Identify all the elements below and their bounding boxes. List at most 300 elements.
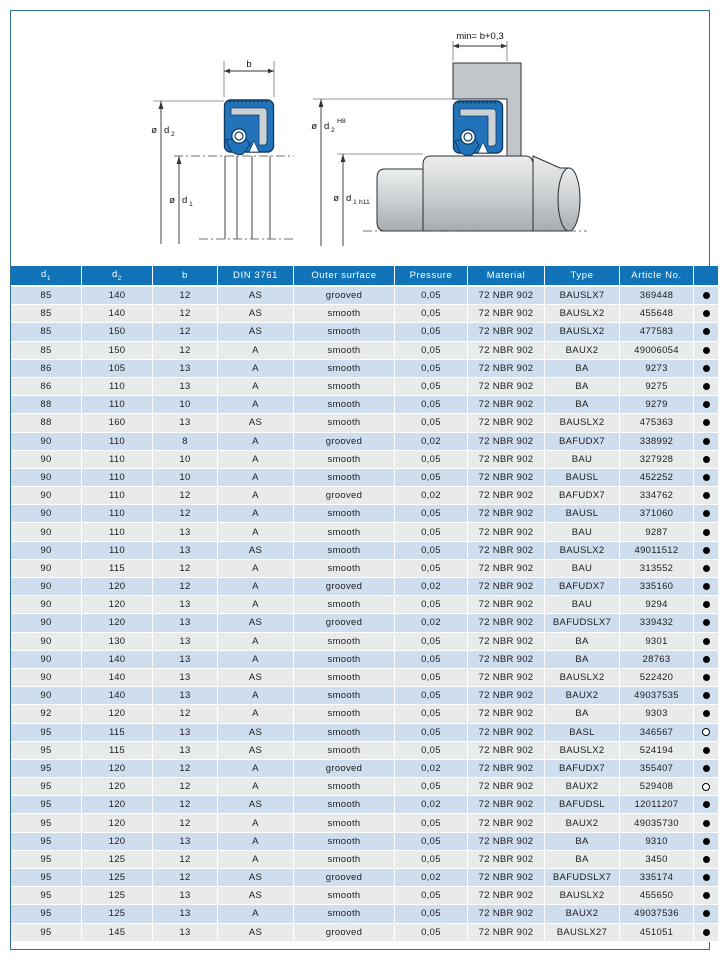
table-row <box>11 578 718 596</box>
cell-b: 13 <box>153 668 218 686</box>
column-header-d1: $d_1$ <box>11 266 82 286</box>
availability-filled-dot <box>703 292 710 299</box>
cell-type: BAUX2 <box>545 687 620 705</box>
cell-b: 13 <box>153 687 218 705</box>
cell-type: BAU <box>545 450 620 468</box>
cell-din-3761: AS <box>218 305 294 323</box>
radial-seal-profile <box>225 100 274 155</box>
cell-din-3761: AS <box>218 614 294 632</box>
column-header-pressure: Pressure <box>395 266 468 286</box>
cell-d2: 125 <box>82 887 153 905</box>
cell-material: 72 NBR 902 <box>468 541 545 559</box>
cell-outer-surface: smooth <box>294 468 395 486</box>
table-row <box>11 723 718 741</box>
cell-outer-surface: smooth <box>294 559 395 577</box>
cell-outer-surface: grooved <box>294 759 395 777</box>
cell-availability <box>694 869 719 887</box>
cell-d2: 110 <box>82 396 153 414</box>
cell-type: BAUSLX2 <box>545 323 620 341</box>
cell-availability <box>694 396 719 414</box>
cell-material: 72 NBR 902 <box>468 286 545 305</box>
table-row <box>11 377 718 395</box>
cell-article-no: 334762 <box>620 487 694 505</box>
availability-filled-dot <box>703 820 710 827</box>
table-row <box>11 541 718 559</box>
cell-availability <box>694 487 719 505</box>
cell-type: BAFUDSL <box>545 796 620 814</box>
dim-label-d1h11-prefix: ø <box>333 193 339 204</box>
cell-availability <box>694 741 719 759</box>
cell-pressure: 0,02 <box>395 432 468 450</box>
cell-din-3761: A <box>218 450 294 468</box>
column-header-outer-surface: Outer surface <box>294 266 395 286</box>
cell-availability <box>694 705 719 723</box>
availability-filled-dot <box>703 328 710 335</box>
dim-label-d2-prefix: ø <box>151 125 157 136</box>
table-row <box>11 887 718 905</box>
table-row <box>11 741 718 759</box>
cell-type: BAUSL <box>545 468 620 486</box>
cell-type: BA <box>545 650 620 668</box>
cell-article-no: 335160 <box>620 578 694 596</box>
cell-d1: 88 <box>11 414 82 432</box>
cell-din-3761: AS <box>218 723 294 741</box>
cell-article-no: 529408 <box>620 778 694 796</box>
cell-din-3761: A <box>218 632 294 650</box>
cell-type: BA <box>545 359 620 377</box>
dim-label-d2h8-tolerance: H8 <box>337 118 346 125</box>
cell-d1: 95 <box>11 869 82 887</box>
table-row <box>11 832 718 850</box>
table-row <box>11 814 718 832</box>
cell-outer-surface: smooth <box>294 377 395 395</box>
cell-d2: 120 <box>82 705 153 723</box>
cell-d1: 86 <box>11 359 82 377</box>
cell-b: 12 <box>153 578 218 596</box>
cell-b: 13 <box>153 650 218 668</box>
cell-pressure: 0,02 <box>395 578 468 596</box>
mounted-seal-profile <box>454 101 503 156</box>
cell-material: 72 NBR 902 <box>468 778 545 796</box>
cell-d1: 90 <box>11 487 82 505</box>
cell-article-no: 9294 <box>620 596 694 614</box>
cell-b: 13 <box>153 596 218 614</box>
cell-outer-surface: smooth <box>294 305 395 323</box>
cell-article-no: 9301 <box>620 632 694 650</box>
cell-d2: 110 <box>82 523 153 541</box>
dim-label-d1h11-sub: 1 <box>353 199 357 206</box>
dim-label-d2h8: d <box>324 121 330 132</box>
cell-outer-surface: smooth <box>294 450 395 468</box>
cell-article-no: 313552 <box>620 559 694 577</box>
availability-filled-dot <box>703 529 710 536</box>
cell-d2: 140 <box>82 687 153 705</box>
cell-b: 12 <box>153 505 218 523</box>
cell-din-3761: A <box>218 850 294 868</box>
cell-material: 72 NBR 902 <box>468 668 545 686</box>
availability-filled-dot <box>703 310 710 317</box>
availability-filled-dot <box>703 710 710 717</box>
cell-d1: 95 <box>11 887 82 905</box>
cell-type: BAUSLX7 <box>545 286 620 305</box>
cell-d1: 90 <box>11 432 82 450</box>
availability-open-dot <box>702 728 710 736</box>
cell-availability <box>694 305 719 323</box>
cell-article-no: 3450 <box>620 850 694 868</box>
cell-d2: 130 <box>82 632 153 650</box>
cell-type: BASL <box>545 723 620 741</box>
cell-availability <box>694 814 719 832</box>
cell-b: 13 <box>153 359 218 377</box>
cell-type: BAFUDX7 <box>545 759 620 777</box>
cell-pressure: 0,05 <box>395 377 468 395</box>
cell-pressure: 0,05 <box>395 468 468 486</box>
cell-type: BAUSLX2 <box>545 668 620 686</box>
table-row <box>11 850 718 868</box>
cell-pressure: 0,05 <box>395 323 468 341</box>
cell-d1: 90 <box>11 450 82 468</box>
cell-d1: 90 <box>11 505 82 523</box>
availability-filled-dot <box>703 365 710 372</box>
cell-d1: 95 <box>11 814 82 832</box>
cell-article-no: 475363 <box>620 414 694 432</box>
cell-d1: 90 <box>11 687 82 705</box>
cell-d1: 90 <box>11 596 82 614</box>
dim-label-d1-prefix: ø <box>169 195 175 206</box>
cell-pressure: 0,05 <box>395 450 468 468</box>
cell-pressure: 0,05 <box>395 668 468 686</box>
cell-b: 13 <box>153 741 218 759</box>
cell-d1: 90 <box>11 541 82 559</box>
cell-pressure: 0,02 <box>395 869 468 887</box>
cell-outer-surface: smooth <box>294 778 395 796</box>
column-header-material: Material <box>468 266 545 286</box>
cell-b: 12 <box>153 796 218 814</box>
cell-din-3761: AS <box>218 923 294 941</box>
cell-din-3761: A <box>218 359 294 377</box>
table-row <box>11 396 718 414</box>
cell-b: 13 <box>153 832 218 850</box>
cell-material: 72 NBR 902 <box>468 596 545 614</box>
cell-availability <box>694 778 719 796</box>
cell-d2: 110 <box>82 377 153 395</box>
table-row <box>11 286 718 305</box>
column-header-din-3761: DIN 3761 <box>218 266 294 286</box>
cell-d1: 95 <box>11 832 82 850</box>
table-row <box>11 923 718 941</box>
cell-d1: 88 <box>11 396 82 414</box>
cell-b: 12 <box>153 323 218 341</box>
cell-d1: 95 <box>11 778 82 796</box>
availability-filled-dot <box>703 856 710 863</box>
cell-pressure: 0,05 <box>395 705 468 723</box>
cell-availability <box>694 377 719 395</box>
cell-pressure: 0,05 <box>395 832 468 850</box>
cell-b: 10 <box>153 396 218 414</box>
cell-material: 72 NBR 902 <box>468 505 545 523</box>
cell-material: 72 NBR 902 <box>468 759 545 777</box>
page-frame <box>10 10 710 950</box>
cell-type: BAU <box>545 523 620 541</box>
availability-filled-dot <box>703 419 710 426</box>
cell-material: 72 NBR 902 <box>468 523 545 541</box>
cell-din-3761: AS <box>218 414 294 432</box>
cell-article-no: 346567 <box>620 723 694 741</box>
cell-b: 12 <box>153 559 218 577</box>
cell-b: 13 <box>153 923 218 941</box>
cell-availability <box>694 923 719 941</box>
cell-din-3761: A <box>218 505 294 523</box>
cell-d2: 125 <box>82 850 153 868</box>
cell-article-no: 327928 <box>620 450 694 468</box>
table-row <box>11 559 718 577</box>
cell-d2: 105 <box>82 359 153 377</box>
table-row <box>11 414 718 432</box>
cell-din-3761: A <box>218 396 294 414</box>
cell-pressure: 0,05 <box>395 850 468 868</box>
cell-article-no: 335174 <box>620 869 694 887</box>
cell-availability <box>694 850 719 868</box>
cell-material: 72 NBR 902 <box>468 887 545 905</box>
cell-outer-surface: grooved <box>294 614 395 632</box>
cell-din-3761: A <box>218 778 294 796</box>
cell-availability <box>694 359 719 377</box>
cell-d2: 110 <box>82 487 153 505</box>
dim-label-d1h11-tolerance: h11 <box>359 199 370 206</box>
cell-b: 13 <box>153 887 218 905</box>
cell-material: 72 NBR 902 <box>468 341 545 359</box>
cell-b: 13 <box>153 523 218 541</box>
cell-availability <box>694 796 719 814</box>
cell-article-no: 477583 <box>620 323 694 341</box>
table-row <box>11 632 718 650</box>
cell-outer-surface: smooth <box>294 541 395 559</box>
availability-filled-dot <box>703 456 710 463</box>
table-body <box>11 286 718 941</box>
cell-type: BAU <box>545 559 620 577</box>
cell-din-3761: A <box>218 487 294 505</box>
cell-article-no: 451051 <box>620 923 694 941</box>
cell-din-3761: A <box>218 578 294 596</box>
cell-d2: 120 <box>82 796 153 814</box>
cell-availability <box>694 450 719 468</box>
cell-din-3761: A <box>218 468 294 486</box>
dim-label-d2h8-prefix: ø <box>311 121 317 132</box>
column-header-article-no: Article No. <box>620 266 694 286</box>
table-row <box>11 705 718 723</box>
cell-material: 72 NBR 902 <box>468 632 545 650</box>
dim-label-min-width: min= b+0,3 <box>456 31 504 42</box>
cell-b: 13 <box>153 723 218 741</box>
table-row <box>11 305 718 323</box>
table-row <box>11 341 718 359</box>
cell-type: BAUSLX27 <box>545 923 620 941</box>
cell-type: BA <box>545 396 620 414</box>
cell-type: BAU <box>545 596 620 614</box>
cell-outer-surface: smooth <box>294 723 395 741</box>
table-row <box>11 450 718 468</box>
cell-outer-surface: grooved <box>294 432 395 450</box>
cell-availability <box>694 559 719 577</box>
cell-availability <box>694 759 719 777</box>
cell-type: BA <box>545 705 620 723</box>
cell-pressure: 0,05 <box>395 923 468 941</box>
cell-material: 72 NBR 902 <box>468 377 545 395</box>
availability-filled-dot <box>703 656 710 663</box>
cell-outer-surface: smooth <box>294 323 395 341</box>
cell-b: 13 <box>153 905 218 923</box>
cell-outer-surface: smooth <box>294 741 395 759</box>
cell-outer-surface: smooth <box>294 341 395 359</box>
table-row <box>11 650 718 668</box>
cell-outer-surface: smooth <box>294 850 395 868</box>
cell-d1: 85 <box>11 305 82 323</box>
availability-filled-dot <box>703 874 710 881</box>
cell-type: BAUX2 <box>545 341 620 359</box>
cell-d2: 120 <box>82 832 153 850</box>
cell-d2: 120 <box>82 614 153 632</box>
cell-material: 72 NBR 902 <box>468 869 545 887</box>
cell-type: BAUSLX2 <box>545 887 620 905</box>
cell-availability <box>694 541 719 559</box>
cell-material: 72 NBR 902 <box>468 432 545 450</box>
cell-d2: 110 <box>82 450 153 468</box>
cell-material: 72 NBR 902 <box>468 650 545 668</box>
cell-outer-surface: smooth <box>294 505 395 523</box>
table-row <box>11 778 718 796</box>
cell-din-3761: AS <box>218 541 294 559</box>
cell-d1: 90 <box>11 650 82 668</box>
cell-material: 72 NBR 902 <box>468 814 545 832</box>
table-row <box>11 796 718 814</box>
cell-material: 72 NBR 902 <box>468 796 545 814</box>
availability-filled-dot <box>703 929 710 936</box>
availability-filled-dot <box>703 583 710 590</box>
cell-d2: 145 <box>82 923 153 941</box>
cell-pressure: 0,02 <box>395 487 468 505</box>
cell-d1: 95 <box>11 723 82 741</box>
cell-pressure: 0,05 <box>395 723 468 741</box>
cell-material: 72 NBR 902 <box>468 578 545 596</box>
cell-d1: 95 <box>11 796 82 814</box>
table-row <box>11 359 718 377</box>
table-row <box>11 687 718 705</box>
cell-d2: 115 <box>82 559 153 577</box>
cell-availability <box>694 523 719 541</box>
table-header-row <box>11 266 718 286</box>
cell-din-3761: A <box>218 705 294 723</box>
cell-outer-surface: smooth <box>294 905 395 923</box>
cell-pressure: 0,05 <box>395 687 468 705</box>
availability-filled-dot <box>703 838 710 845</box>
cell-material: 72 NBR 902 <box>468 414 545 432</box>
cell-d2: 125 <box>82 869 153 887</box>
dim-label-d1: d <box>182 195 188 206</box>
cell-article-no: 49037536 <box>620 905 694 923</box>
cell-article-no: 455648 <box>620 305 694 323</box>
dim-label-d2-sub: 2 <box>171 131 175 138</box>
cell-b: 12 <box>153 814 218 832</box>
cell-b: 12 <box>153 286 218 305</box>
cell-pressure: 0,05 <box>395 359 468 377</box>
cell-outer-surface: grooved <box>294 286 395 305</box>
cell-outer-surface: smooth <box>294 359 395 377</box>
cell-pressure: 0,05 <box>395 887 468 905</box>
cell-d2: 110 <box>82 541 153 559</box>
cell-article-no: 455650 <box>620 887 694 905</box>
availability-filled-dot <box>703 492 710 499</box>
cell-pressure: 0,05 <box>395 341 468 359</box>
cell-d2: 120 <box>82 596 153 614</box>
cell-din-3761: AS <box>218 668 294 686</box>
cell-outer-surface: smooth <box>294 668 395 686</box>
cell-outer-surface: smooth <box>294 887 395 905</box>
cell-availability <box>694 468 719 486</box>
cell-b: 12 <box>153 778 218 796</box>
seal-installation-drawing <box>311 31 587 246</box>
cell-article-no: 28763 <box>620 650 694 668</box>
cell-type: BA <box>545 850 620 868</box>
cell-d2: 140 <box>82 668 153 686</box>
cell-article-no: 9303 <box>620 705 694 723</box>
cell-d2: 110 <box>82 432 153 450</box>
cell-availability <box>694 286 719 305</box>
availability-filled-dot <box>703 438 710 445</box>
cell-availability <box>694 668 719 686</box>
cell-b: 10 <box>153 468 218 486</box>
availability-filled-dot <box>703 547 710 554</box>
cell-type: BAFUDX7 <box>545 487 620 505</box>
cell-d1: 90 <box>11 614 82 632</box>
dim-label-b: b <box>246 59 252 70</box>
cell-type: BAUSLX2 <box>545 741 620 759</box>
cell-material: 72 NBR 902 <box>468 705 545 723</box>
cell-pressure: 0,05 <box>395 650 468 668</box>
cell-material: 72 NBR 902 <box>468 396 545 414</box>
cell-b: 12 <box>153 341 218 359</box>
availability-filled-dot <box>703 601 710 608</box>
cell-material: 72 NBR 902 <box>468 832 545 850</box>
dim-label-d2h8-sub: 2 <box>331 127 335 134</box>
cell-d1: 85 <box>11 341 82 359</box>
cell-d1: 90 <box>11 668 82 686</box>
cell-d1: 92 <box>11 705 82 723</box>
cell-availability <box>694 414 719 432</box>
cell-material: 72 NBR 902 <box>468 905 545 923</box>
dim-label-d1h11: d <box>346 193 352 204</box>
cell-d1: 95 <box>11 741 82 759</box>
cell-b: 8 <box>153 432 218 450</box>
cell-d2: 120 <box>82 778 153 796</box>
cell-d1: 85 <box>11 286 82 305</box>
cell-pressure: 0,05 <box>395 414 468 432</box>
cell-article-no: 339432 <box>620 614 694 632</box>
cell-d2: 120 <box>82 759 153 777</box>
availability-filled-dot <box>703 801 710 808</box>
availability-filled-dot <box>703 347 710 354</box>
cell-article-no: 338992 <box>620 432 694 450</box>
cell-d2: 110 <box>82 505 153 523</box>
cell-din-3761: A <box>218 905 294 923</box>
cell-availability <box>694 905 719 923</box>
cell-type: BAFUDX7 <box>545 432 620 450</box>
cell-d2: 115 <box>82 723 153 741</box>
cell-outer-surface: smooth <box>294 814 395 832</box>
cell-d2: 120 <box>82 578 153 596</box>
cell-b: 13 <box>153 377 218 395</box>
cell-b: 12 <box>153 305 218 323</box>
cell-article-no: 355407 <box>620 759 694 777</box>
